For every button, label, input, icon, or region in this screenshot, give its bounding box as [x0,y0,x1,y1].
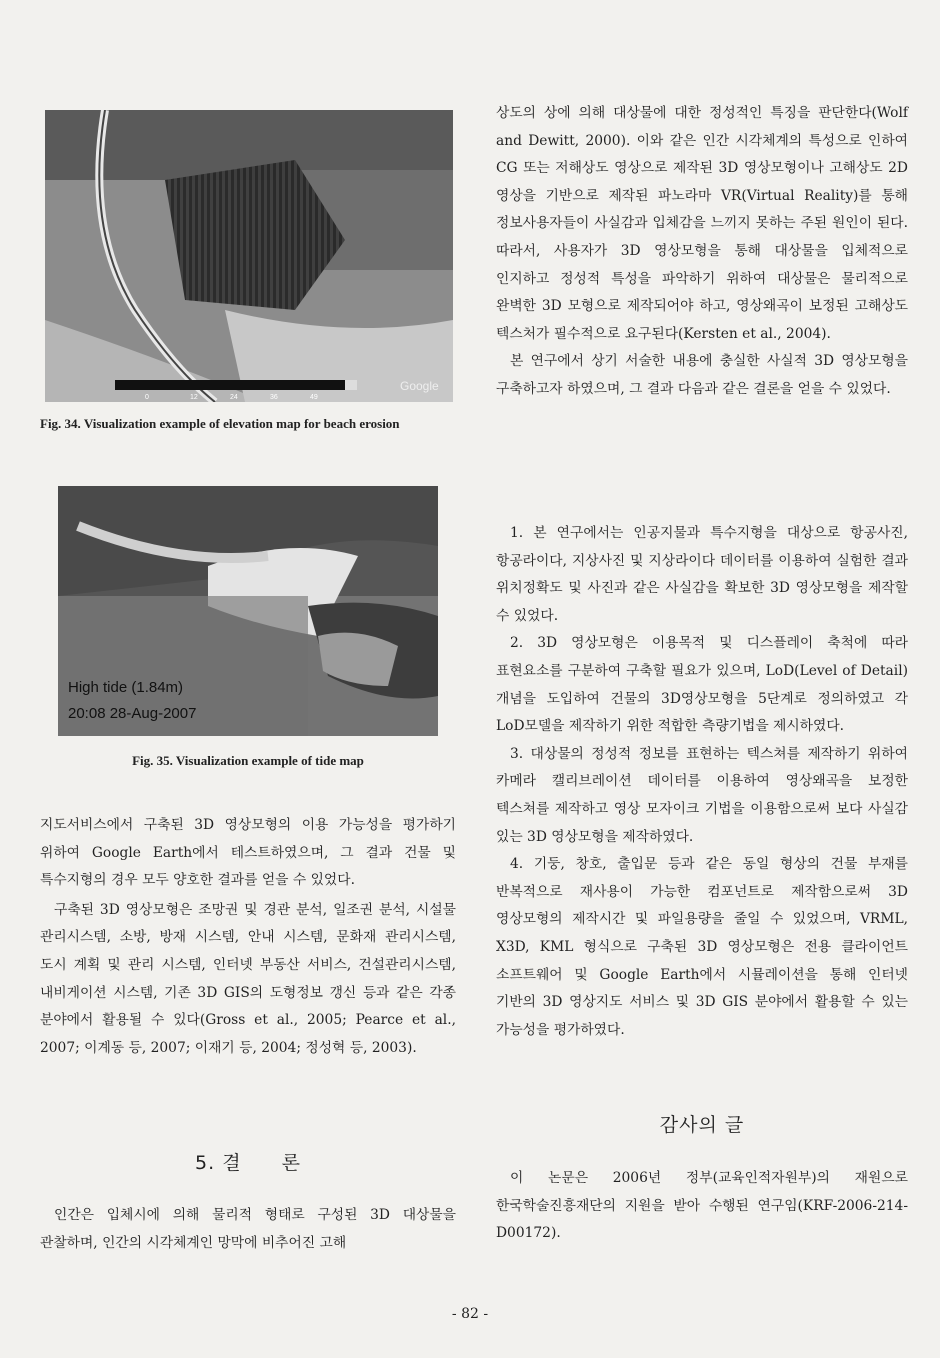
acknowledgement-heading: 감사의 글 [659,1114,745,1136]
legend-tick: 24 [230,394,238,401]
acknowledgement [496,1165,908,1248]
conclusion-item-1: 1. 본 연구에서는 인공지물과 특수지형을 대상으로 항공사진, 항공라이다, 지상사진 및 지상라이다 데이터를 이용하여 실험한 결과 위치정확도 및 사진과 같은 사실감을 확보한 3D 영상모형을 제작할 수 있었다. [496,525,908,624]
figure-35-caption: Fig. 35. Visualization example of tide map [132,753,364,768]
left-column-bottom [40,1202,456,1257]
page-number: - 82 - [451,1306,489,1322]
tide-overlay-line2: 20:08 28-Aug-2007 [68,705,197,722]
legend-tick: 12 [190,394,198,401]
legend-tick: 0 [145,394,149,401]
right-paragraph-1: 상도의 상에 의해 대상물에 대한 정성적인 특징을 판단한다(Wolf and Dewitt, 2000). 이와 같은 인간 시각체계의 특성으로 인하여 CG 또는 저해상도 영상으로 제작된 3D 영상모형이나 고해상도 2D 영상을 기반으로 제작된 파노라마 VR(Virtual Reality)를 통해 정보사용자들이 사실감과 입체감을 느끼지 못하는 주된 원인이 된다. 따라서, 사용자가 3D 영상모형을 통해 대상물을 입체적으로 인지하고 정성적 특성을 파악하기 위하여 대상물은 물리적으로 완벽한 3D 모형으로 제작되어야 하고, 영상왜곡이 보정된 고해상도 텍스처가 필수적으로 요구된다(Kersten et al., 2004). [496,105,908,342]
conclusion-list [496,520,908,1044]
elevation-map-illustration [45,110,453,402]
figure-34-caption: Fig. 34. Visualization example of elevation map for beach erosion [40,416,400,431]
section-heading-conclusion: 5. 결 론 [195,1152,301,1174]
figure-35-image [58,486,438,736]
conclusion-item-2: 2. 3D 영상모형은 이용목적 및 디스플레이 축척에 따라 표현요소를 구분하여 구축할 필요가 있으며, LoD(Level of Detail) 개념을 도입하여 건물의 3D영상모형을 5단계로 정의하였고 각 LoD모델을 제작하기 위한 적합한 측량기법을 제시하였다. [496,635,908,735]
conclusion-item-4: 4. 기둥, 창호, 출입문 등과 같은 동일 형상의 건물 부재를 반복적으로 재사용이 가능한 컴포넌트로 제작함으로써 3D 영상모형의 제작시간 및 파일용량을 줄일 수 있었으며, VRML, X3D, KML 형식으로 구축된 3D 영상모형은 전용 클라이언트 소프트웨어 및 Google Earth에서 시뮬레이션을 통해 인터넷 기반의 3D 영상지도 서비스 및 3D GIS 분야에서 활용할 수 있는 가능성을 평가하였다. [496,856,908,1038]
legend-tick: 36 [270,394,278,401]
left-column [40,812,456,1062]
tide-overlay-line1: High tide (1.84m) [68,679,184,696]
google-watermark: Google [400,379,439,393]
figure-34-image [45,110,453,402]
conclusion-item-3: 3. 대상물의 정성적 정보를 표현하는 텍스쳐를 제작하기 위하여 카메라 캘리브레이션 데이터를 이용하여 영상왜곡을 보정한 텍스쳐를 제작하고 영상 모자이크 기법을 이용함으로써 보다 사실감 있는 3D 영상모형을 제작하였다. [496,745,908,845]
acknowledgement-text: 이 논문은 2006년 정부(교육인적자원부)의 재원으로 한국학술진흥재단의 지원을 받아 수행된 연구임(KRF-2006-214-D00172). [496,1170,908,1242]
left-paragraph-2: 구축된 3D 영상모형은 조망권 및 경관 분석, 일조권 분석, 시설물 관리시스템, 소방, 방재 시스템, 안내 시스템, 문화재 관리시스템, 도시 계획 및 관리 시스템, 인터넷 부동산 서비스, 건설관리시스템, 내비게이션 시스템, 기존 3D GIS의 도형정보 갱신 등과 같은 각종 분야에서 활용될 수 있다(Gross et al., 2005; Pearce et al., 2007; 이계동 등, 2007; 이재기 등, 2004; 정성혁 등, 2003). [40,901,456,1056]
tide-map-illustration [58,486,438,736]
right-paragraph-2: 본 연구에서 상기 서술한 내용에 충실한 사실적 3D 영상모형을 구축하고자 하였으며, 그 결과 다음과 같은 결론을 얻을 수 있었다. [496,353,908,397]
left-paragraph-1: 지도서비스에서 구축된 3D 영상모형의 이용 가능성을 평가하기 위하여 Google Earth에서 테스트하였으며, 그 결과 건물 및 특수지형의 경우 모두 양호한 결과를 얻을 수 있었다. [40,817,456,889]
legend-tick: 49 [310,394,318,401]
right-column [496,100,908,404]
left-paragraph-3: 인간은 입체시에 의해 물리적 형태로 구성된 3D 대상물을 관찰하며, 인간의 시각체계인 망막에 비추어진 고해 [40,1207,456,1251]
